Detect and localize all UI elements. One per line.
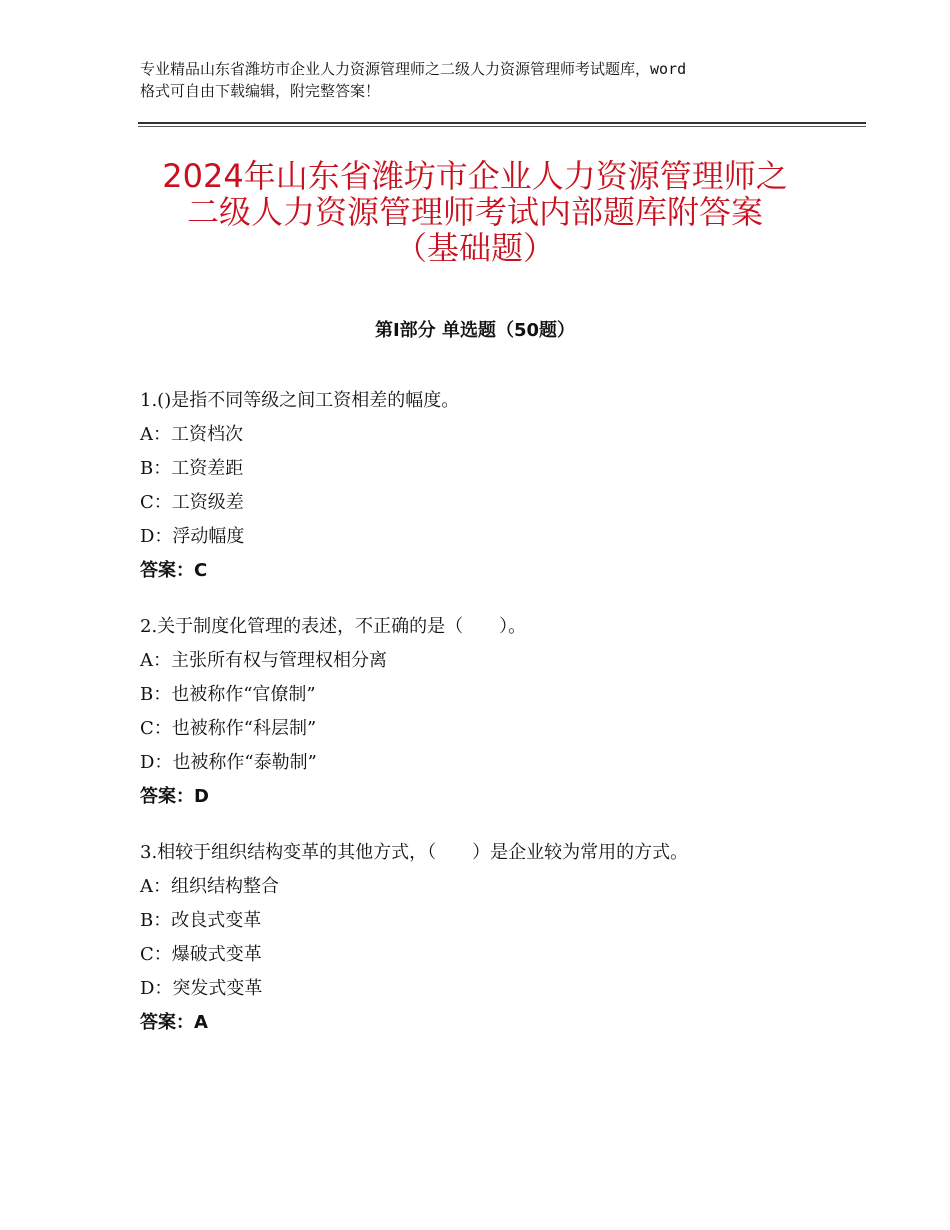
title-line-1: 2024年山东省潍坊市企业人力资源管理师之	[162, 157, 788, 195]
answer: 答案：D	[140, 786, 209, 807]
option-a: A：主张所有权与管理权相分离	[140, 650, 387, 671]
option-b: B：也被称作“官僚制”	[140, 684, 316, 705]
option-d: D：浮动幅度	[140, 526, 245, 547]
option-a: A：组织结构整合	[140, 876, 279, 897]
section-title: 第Ⅰ部分 单选题（50题）	[374, 320, 575, 341]
option-a: A：工资档次	[140, 424, 243, 445]
answer: 答案：C	[140, 560, 208, 581]
question-list	[140, 384, 780, 1062]
option-c: C：爆破式变革	[140, 944, 262, 965]
option-b: B：改良式变革	[140, 910, 262, 931]
question-1	[140, 384, 780, 588]
title-line-3: （基础题）	[394, 229, 555, 267]
answer: 答案：A	[140, 1012, 208, 1033]
option-d: D：也被称作“泰勒制”	[140, 752, 317, 773]
question-3	[140, 836, 780, 1040]
option-b: B：工资差距	[140, 458, 244, 479]
question-stem: 3.相较于组织结构变革的其他方式，（ ）是企业较为常用的方式。	[140, 842, 689, 863]
header-note: 专业精品山东省潍坊市企业人力资源管理师之二级人力资源管理师考试题库，word 格式可自由下载编辑，附完整答案！	[140, 60, 687, 100]
question-stem: 1.()是指不同等级之间工资相差的幅度。	[140, 390, 460, 411]
option-d: D：突发式变革	[140, 978, 263, 999]
question-2	[140, 610, 780, 814]
header-divider-thin	[138, 126, 866, 127]
document-title	[100, 158, 850, 266]
option-c: C：工资级差	[140, 492, 244, 513]
option-c: C：也被称作“科层制”	[140, 718, 317, 739]
question-stem: 2.关于制度化管理的表述，不正确的是（ ）。	[140, 616, 527, 637]
title-line-2: 二级人力资源管理师考试内部题库附答案	[186, 193, 763, 231]
header-divider-thick	[138, 122, 866, 124]
